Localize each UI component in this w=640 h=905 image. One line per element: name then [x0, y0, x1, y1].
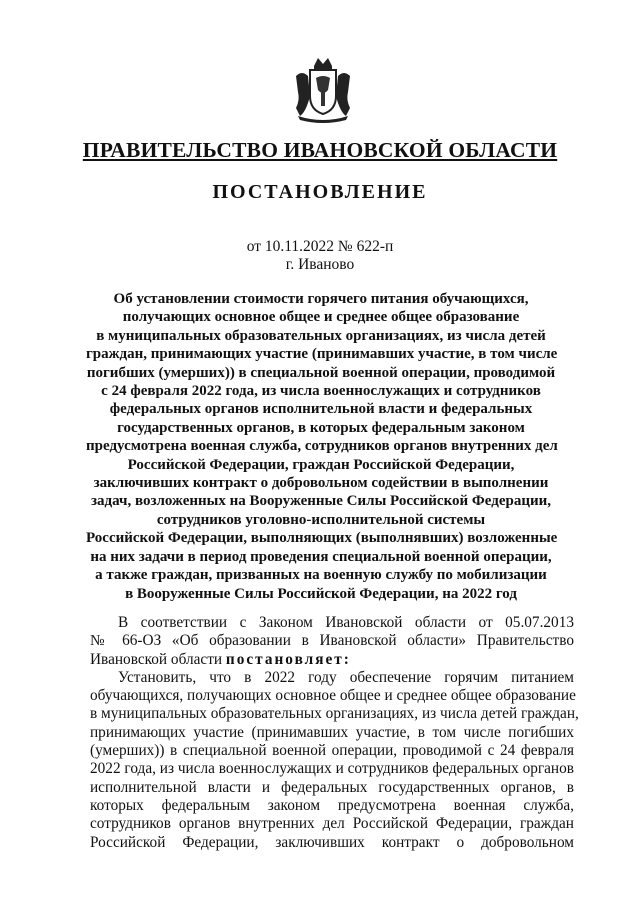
body-line: № 66-ОЗ «Об образовании в Ивановской области» Правительство [90, 632, 574, 650]
subject-line: заключивших контракт о добровольном содействии в выполнении [93, 475, 549, 492]
document-meta [0, 238, 640, 274]
subject-line: с 24 февраля 2022 года, из числа военнослужащих и сотрудников [101, 383, 541, 400]
document-body [90, 614, 579, 852]
subject-line: задач, возложенных на Вооруженные Силы Российской Федерации, [90, 493, 552, 510]
subject-line: погибших (умерших)) в специальной военной операции, проводимой [86, 364, 556, 381]
date-number: от 10.11.2022 № 622-п [246, 238, 394, 255]
organization-title: ПРАВИТЕЛЬСТВО ИВАНОВСКОЙ ОБЛАСТИ [82, 138, 558, 162]
subject-line: сотрудников уголовно-исполнительной системы [156, 511, 486, 528]
body-line: Установить, что в 2022 году обеспечение горячим питанием [118, 668, 574, 686]
subject-line: федеральных органов исполнительной власти и федеральных [109, 401, 533, 418]
body-line: которых федеральным законом предусмотрена военная служба, [90, 796, 574, 814]
subject-line: Российской Федерации, граждан Российской Федерации, [127, 456, 515, 473]
body-line: (умерших)) в специальной военной операции, проводимой с 24 февраля [90, 742, 574, 760]
subject-line: получающих основное общее и среднее общее образование [122, 309, 520, 326]
coat-of-arms-icon [292, 56, 354, 124]
subject-line: Российской Федерации, выполняющих (выполнявших) возложенные [86, 530, 558, 547]
body-line: 2022 года, из числа военнослужащих и сотрудников федеральных органов [90, 760, 574, 778]
body-line: Российской Федерации, заключивших контракт о добровольном [90, 833, 574, 851]
subject-line: предусмотрена военная служба, сотрудников органов внутренних дел [86, 438, 558, 455]
body-line-prefix: Ивановской области [90, 650, 223, 668]
document-type: ПОСТАНОВЛЕНИЕ [212, 181, 428, 203]
subject-line: на них задачи в период проведения специальной военной операции, [90, 548, 552, 565]
subject-line: граждан, принимающих участие (принимавших участие, в том числе [86, 346, 558, 363]
body-line: В соответствии с Законом Ивановской области от 05.07.2013 [118, 614, 574, 631]
subject-line: в муниципальных образовательных организациях, из числа детей [96, 327, 546, 344]
subject-line: Об установлении стоимости горячего питания обучающихся, [113, 291, 529, 307]
body-line: обучающихся, получающих основное общее и среднее общее образование [90, 687, 576, 705]
subject-line: государственных органов, в которых федеральным законом [117, 419, 525, 436]
resolves-keyword: постановляет: [225, 650, 351, 668]
body-line: исполнительной власти и федеральных государственных органов, в [90, 778, 574, 796]
subject-line: а также граждан, призванных на военную службу по мобилизации [95, 567, 547, 584]
body-line: сотрудников органов внутренних дел Российской Федерации, граждан [90, 815, 574, 833]
document-subject [86, 290, 556, 603]
subject-line: в Вооруженные Силы Российской Федерации, на 2022 год [125, 585, 517, 602]
body-line: принимающих участие (принимавших участие, в том числе погибших [90, 723, 574, 741]
body-line: в муниципальных образовательных организациях, из числа детей граждан, [90, 705, 579, 723]
body-line [90, 651, 574, 669]
city: г. Иваново [285, 256, 355, 273]
